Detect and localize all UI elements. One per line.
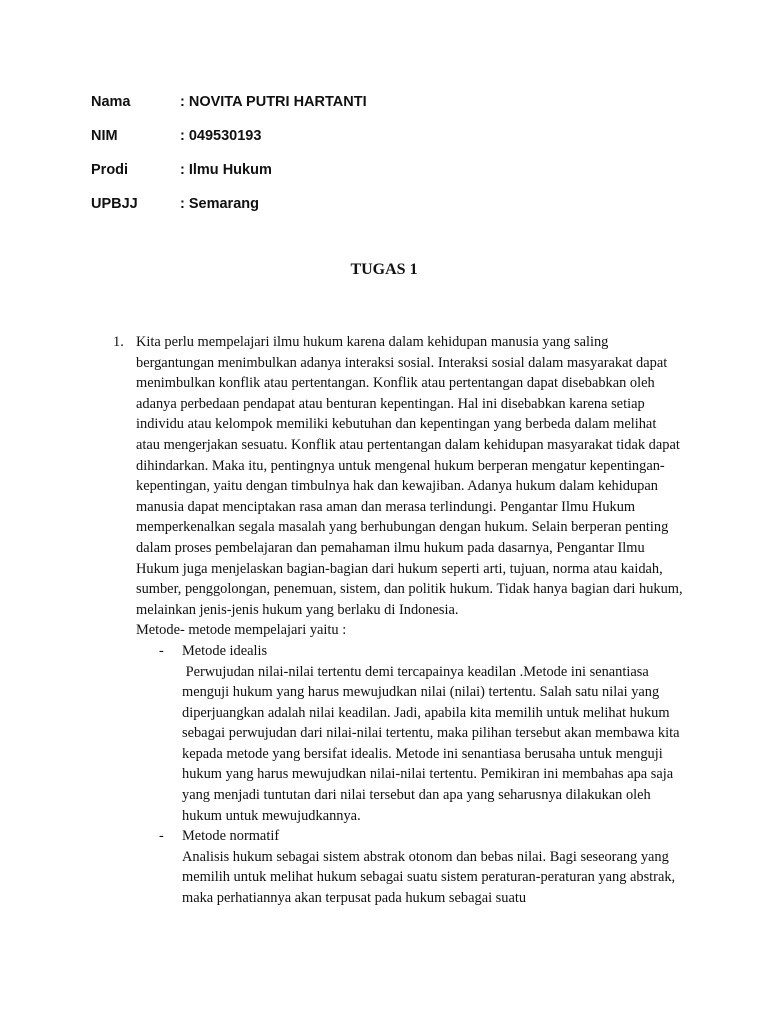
method-description: Analisis hukum sebagai sistem abstrak otonom dan bebas nilai. Bagi seseorang yang memilih untuk melihat hukum sebagai suatu sistem peraturan-peraturan yang abstrak, maka perhatiannya akan terpusat pada hukum sebagai suatu — [182, 848, 676, 907]
identity-value: : Semarang — [180, 196, 259, 212]
bullet-dash: - — [159, 642, 164, 659]
method-item-normatif — [159, 826, 683, 908]
method-item-idealis — [159, 641, 683, 826]
identity-label: Prodi — [91, 162, 129, 178]
method-description: Perwujudan nilai-nilai tertentu demi tercapainya keadilan .Metode ini senantiasa menguji hukum yang harus mewujudkan nilai (nilai) tertentu. Salah satu nilai yang diperjuangkan adalah nilai keadilan. Jadi, apabila kita memilih untuk melihat hukum sebagai perwujudan dari nilai-nilai tertentu, maka pilihan tersebut akan membawa kita kepada metode yang bersifat idealis. Metode ini senantiasa berusaha untuk menguji hukum yang harus mewujudkan nilai-nilai tertentu. Pemikiran ini membahas apa saja yang menjadi tuntutan dari nilai tersebut dan apa yang seharusnya dilakukan oleh hukum untuk mewujudkannya. — [182, 663, 684, 824]
identity-row-prodi — [91, 160, 367, 194]
document-title: TUGAS 1 — [350, 261, 418, 278]
answer-paragraph: Kita perlu mempelajari ilmu hukum karena dalam kehidupan manusia yang saling bergantungan menimbulkan adanya interaksi sosial. Interaksi sosial dalam masyarakat dapat menimbulkan konflik atau pertentangan. Konflik atau pertentangan dapat disebabkan oleh adanya perbedaan pendapat atau benturan kepentingan. Hal ini disebabkan karena setiap individu atau kelompok memiliki kebutuhan dan kepentingan yang berbeda dalam melihat atau mengerjakan sesuatu. Konflik atau pertentangan dalam kehidupan masyarakat tidak dapat dihindarkan. Maka itu, pentingnya untuk mengenal hukum berperan mengatur kepentingan-kepentingan, yaitu dengan timbulnya hak dan kewajiban. Adanya hukum dalam kehidupan manusia dapat menciptakan rasa aman dan merasa terlindungi. Pengantar Ilmu Hukum memperkenalkan segala masalah yang berhubungan dengan hukum. Selain berperan penting dalam proses pembelajaran dan pemahaman ilmu hukum pada dasarnya, Pengantar Ilmu Hukum juga menjelaskan bagian-bagian dari hukum seperti arti, tujuan, norma atau kaidah, sumber, penggolongan, penemuan, sistem, dan politik hukum. Tidak hanya bagian dari hukum, melainkan jenis-jenis hukum yang berlaku di Indonesia. — [136, 334, 683, 618]
identity-label: NIM — [91, 128, 118, 144]
student-identity — [91, 92, 367, 228]
methods-intro: Metode- metode mempelajari yaitu : — [136, 622, 347, 639]
identity-row-nim — [91, 126, 367, 160]
identity-value: : Ilmu Hukum — [180, 162, 272, 178]
identity-label: UPBJJ — [91, 196, 138, 212]
method-name: Metode idealis — [182, 642, 268, 659]
identity-row-upbjj — [91, 194, 367, 228]
identity-row-name — [91, 92, 367, 126]
method-name: Metode normatif — [182, 828, 280, 845]
identity-value: : 049530193 — [180, 128, 262, 144]
methods-list — [159, 641, 683, 909]
list-item-body — [136, 332, 683, 909]
list-number: 1. — [113, 334, 124, 350]
identity-label: Nama — [91, 94, 131, 110]
bullet-dash: - — [159, 828, 164, 845]
identity-value: : NOVITA PUTRI HARTANTI — [180, 94, 367, 110]
